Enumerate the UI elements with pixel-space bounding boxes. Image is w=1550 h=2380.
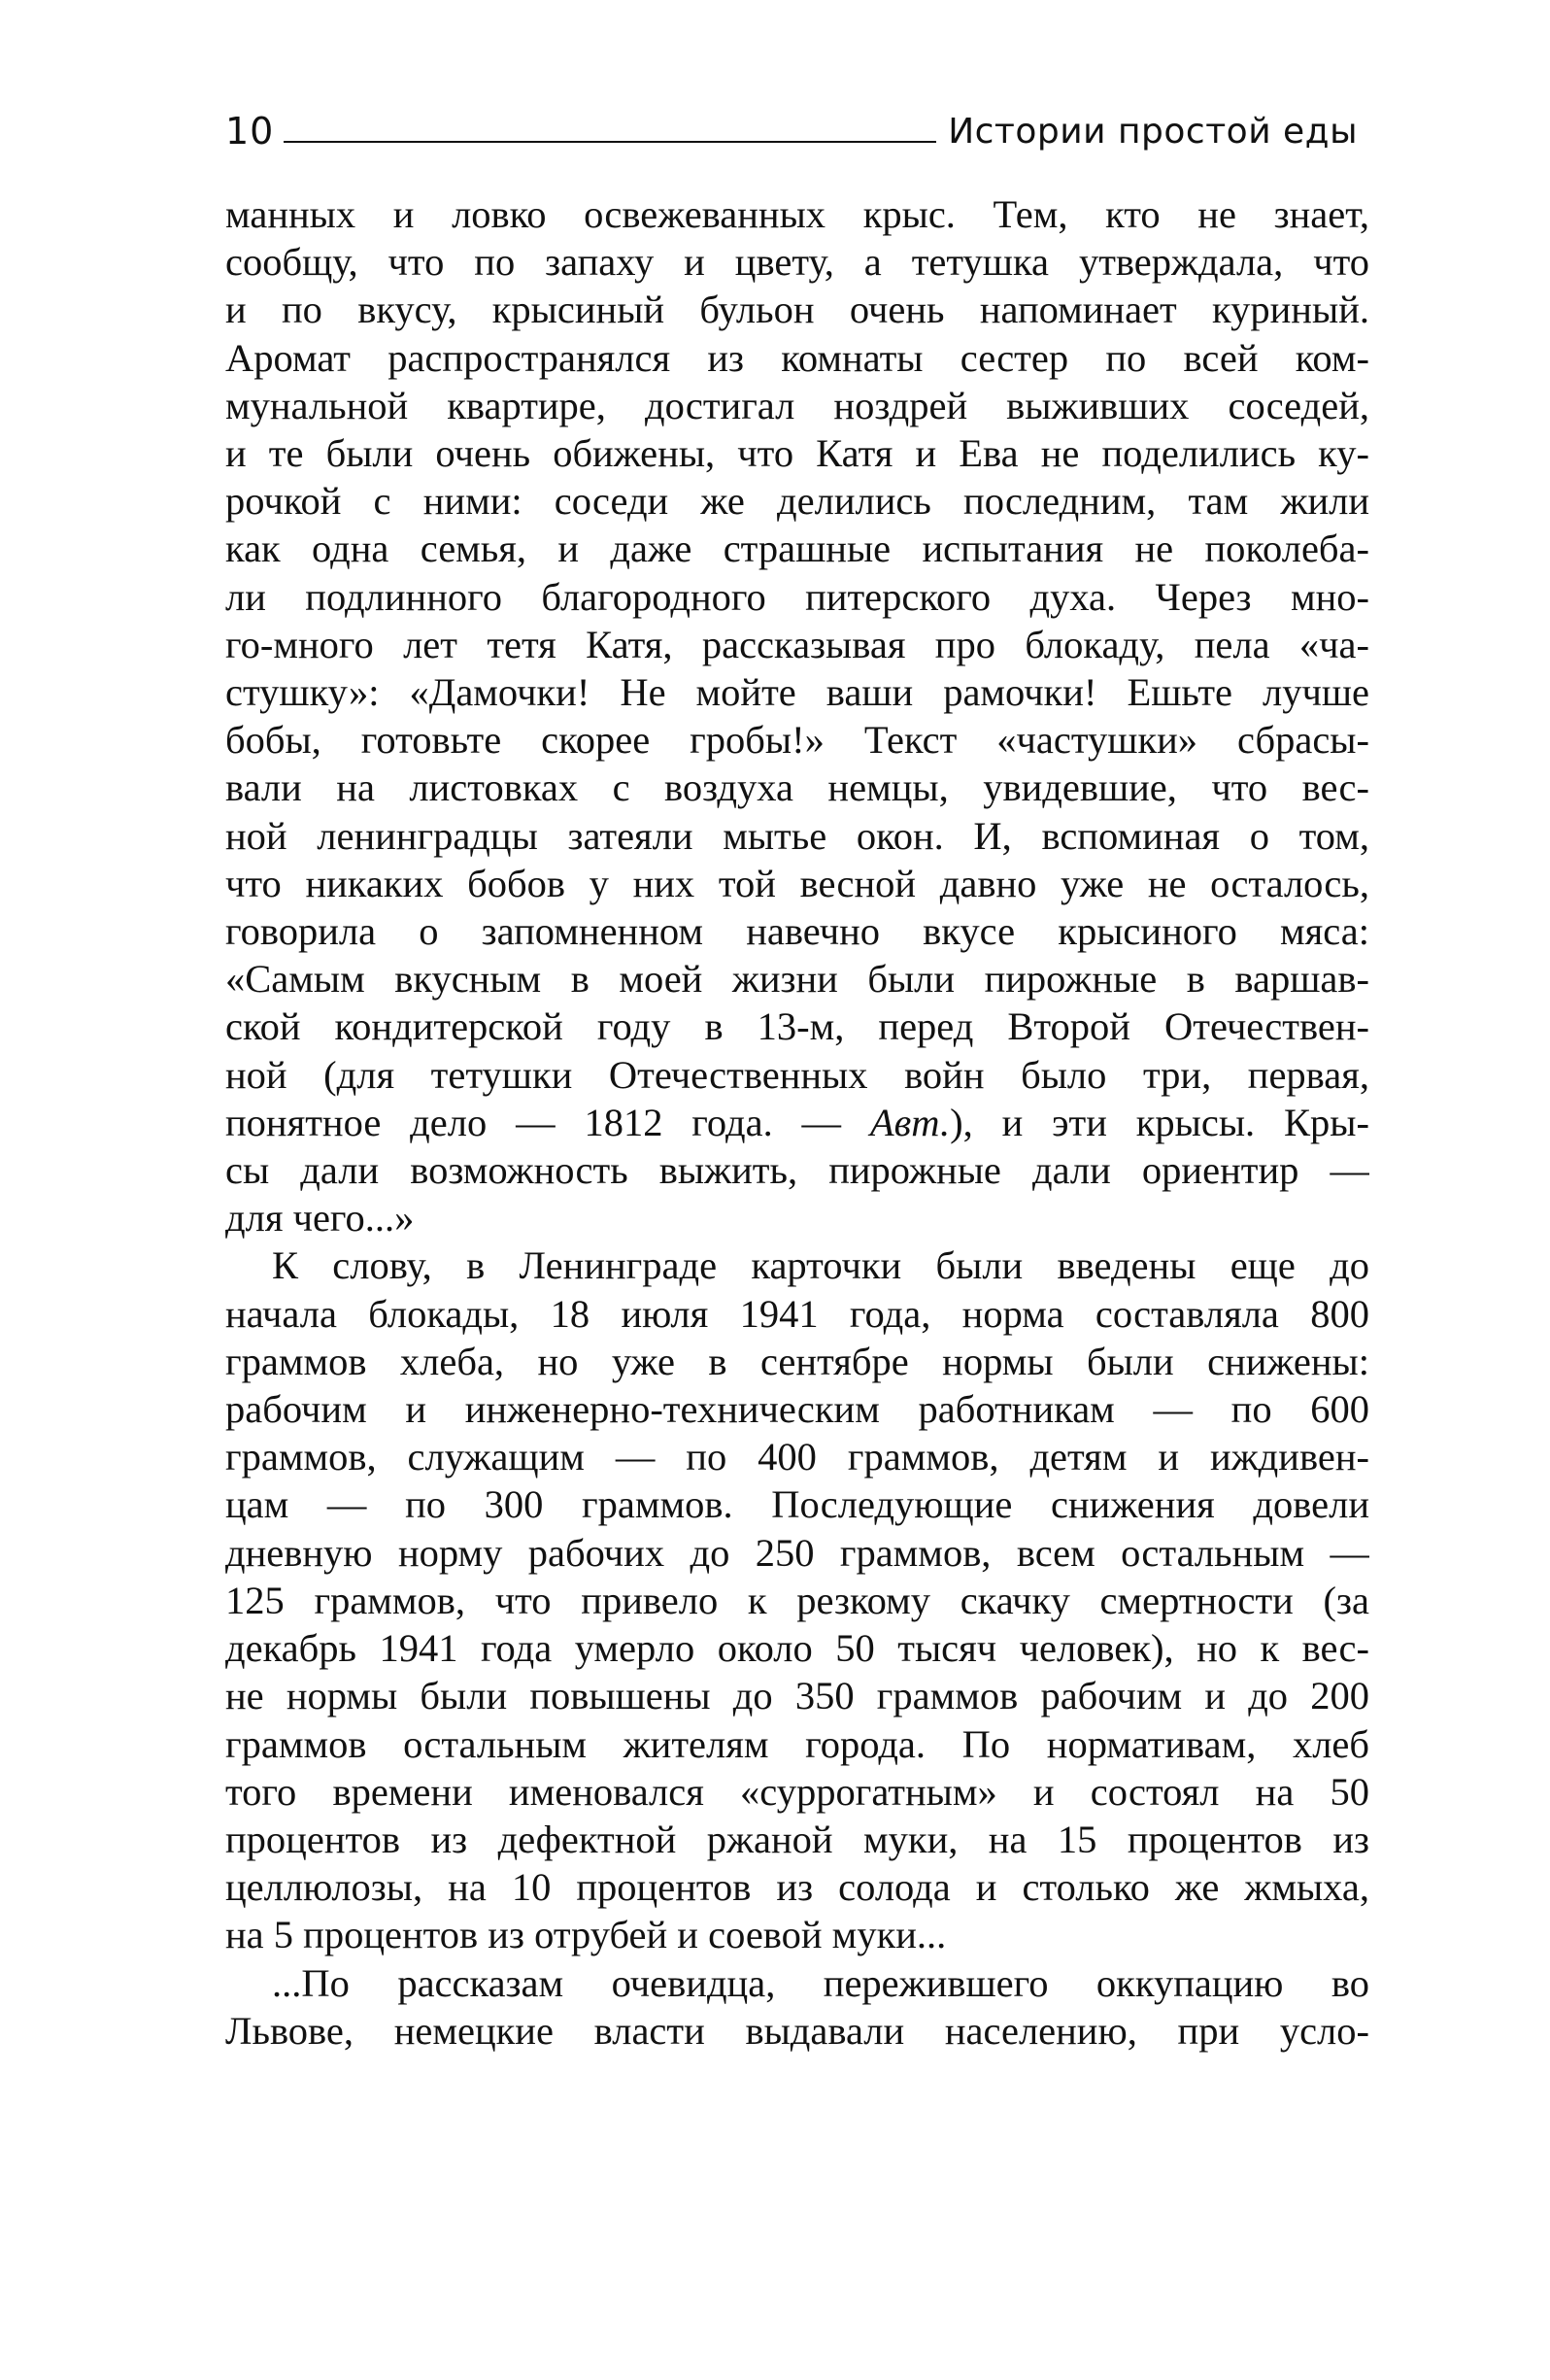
paragraph-3 [225,1959,1369,2055]
text-line: го-много лет тетя Катя, рассказывая про блокаду, пела «ча- [225,622,1369,666]
page-number: 10 [225,110,275,153]
text-line: сы дали возможность выжить, пирожные дали ориентир — [225,1148,1369,1193]
text-line: ли подлинного благородного питерского духа. Через мно- [225,574,1369,619]
text-line: как одна семья, и даже страшные испытания не поколеба- [225,527,1369,571]
paragraph-1 [225,190,1369,1241]
text-line: и те были очень обижены, что Катя и Ева не поделились ку- [225,431,1369,476]
text-segment: понятное дело — 1812 года. — [225,1100,870,1144]
text-line: «Самым вкусным в моей жизни были пирожные в варшав- [225,957,1369,1002]
text-line: дневную норму рабочих до 250 граммов, всем остальным — [225,1530,1369,1575]
running-head-rule [284,141,936,143]
text-line: декабрь 1941 года умерло около 50 тысяч человек), но к вес- [225,1626,1369,1671]
running-head [225,91,1358,153]
text-line: рочкой с ними: соседи же делились последним, там жили [225,479,1369,524]
text-line: целлюлозы, на 10 процентов из солода и столько же жмыха, [225,1865,1369,1910]
text-line: процентов из дефектной ржаной муки, на 15 процентов из [225,1817,1369,1861]
author-note-italic: Авт. [869,1100,951,1144]
paragraph-2 [225,1241,1369,1958]
text-line: граммов остальным жителям города. По нормативам, хлеб [225,1721,1369,1766]
text-line: на 5 процентов из отрубей и соевой муки... [225,1913,947,1957]
text-line: граммов хлеба, но уже в сентябре нормы были снижены: [225,1339,1369,1383]
text-line: что никаких бобов у них той весной давно уже не осталось, [225,861,1369,905]
text-line: не нормы были повышены до 350 граммов рабочим и до 200 [225,1674,1369,1718]
text-line: стушку»: «Дамочки! Не мойте ваши рамочки! Ешьте лучше [225,670,1369,715]
text-segment: ), и эти крысы. Кры- [950,1100,1369,1144]
body-text [225,190,1369,2055]
text-line-with-italic [225,1099,1369,1146]
text-line: начала блокады, 18 июля 1941 года, норма составляла 800 [225,1291,1369,1336]
text-line: ской кондитерской году в 13-м, перед Второй Отечествен- [225,1004,1369,1049]
text-line: и по вкусу, крысиный бульон очень напоминает куриный. [225,288,1369,332]
text-line: сообщу, что по запаху и цвету, а тетушка утверждала, что [225,240,1369,285]
text-line: граммов, служащим — по 400 граммов, детям и иждивен- [225,1435,1369,1479]
text-line: ной (для тетушки Отечественных войн было три, первая, [225,1052,1369,1097]
text-line: манных и ловко освежеванных крыс. Тем, кто не знает, [225,192,1369,236]
text-line: вали на листовках с воздуха немцы, увидевшие, что вес- [225,765,1369,810]
text-line: Львове, немецкие власти выдавали населению, при усло- [225,2008,1369,2053]
text-line: ной ленинградцы затеяли мытье окон. И, вспоминая о том, [225,813,1369,858]
text-line: того времени именовался «суррогатным» и состоял на 50 [225,1769,1369,1814]
text-line: ...По рассказам очевидца, пережившего оккупацию во [272,1960,1369,2005]
text-line: 125 граммов, что привело к резкому скачку смертности (за [225,1578,1369,1622]
text-line: мунальной квартире, достигал ноздрей выживших соседей, [225,383,1369,427]
running-head-title: Истории простой еды [948,112,1358,152]
text-line: для чего...» [225,1196,415,1241]
text-line: бобы, готовьте скорее гробы!» Текст «частушки» сбрасы- [225,718,1369,763]
text-line: цам — по 300 граммов. Последующие снижения довели [225,1482,1369,1527]
text-line: К слову, в Ленинграде карточки были введены еще до [272,1243,1369,1288]
text-line: говорила о запомненном навечно вкусе крысиного мяса: [225,909,1369,954]
text-line: рабочим и инженерно-техническим работникам — по 600 [225,1387,1369,1432]
text-line: Аромат распространялся из комнаты сестер по всей ком- [225,335,1369,380]
